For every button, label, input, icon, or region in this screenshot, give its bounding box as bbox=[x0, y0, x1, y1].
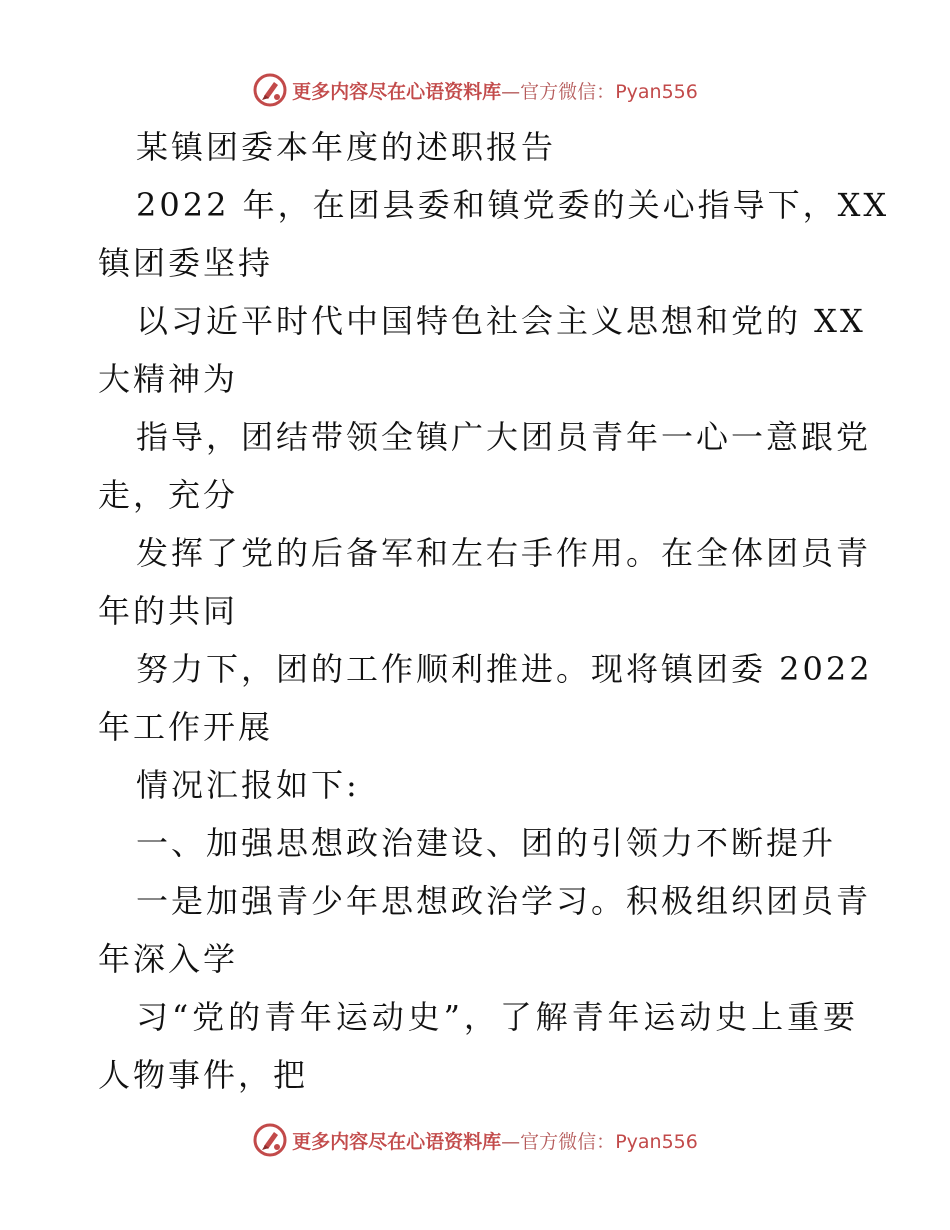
document-line: 年的共同 bbox=[98, 592, 239, 630]
document-line: 情况汇报如下: bbox=[136, 766, 360, 804]
banner-wechat-id: Pyan556 bbox=[615, 80, 698, 103]
document-line: 年深入学 bbox=[98, 940, 239, 978]
document-line: 大精神为 bbox=[98, 360, 239, 398]
document-line: 以习近平时代中国特色社会主义思想和党的 XX bbox=[136, 302, 866, 340]
document-line: 努力下，团的工作顺利推进。现将镇团委 2022 bbox=[136, 650, 873, 688]
document-line: 走，充分 bbox=[98, 476, 239, 514]
banner-separator: — bbox=[501, 80, 521, 103]
logo-icon bbox=[252, 1122, 288, 1158]
document-line: 年工作开展 bbox=[98, 708, 274, 746]
document-line: 一是加强青少年思想政治学习。积极组织团员青 bbox=[136, 882, 872, 920]
banner-main-text: 更多内容尽在心语资料库 bbox=[292, 1130, 502, 1153]
document-body bbox=[98, 118, 890, 1104]
document-line: 发挥了党的后备军和左右手作用。在全体团员青 bbox=[136, 534, 872, 572]
banner-separator: — bbox=[501, 1130, 521, 1153]
header-banner bbox=[0, 70, 950, 110]
banner-main-text: 更多内容尽在心语资料库 bbox=[292, 80, 502, 103]
banner-wechat-label: 官方微信： bbox=[520, 80, 616, 103]
document-title: 某镇团委本年度的述职报告 bbox=[136, 128, 557, 166]
document-line: 人物事件，把 bbox=[98, 1056, 309, 1094]
banner-wechat-id: Pyan556 bbox=[615, 1130, 698, 1153]
footer-banner bbox=[0, 1120, 950, 1160]
document-line: 镇团委坚持 bbox=[98, 244, 274, 282]
document-line: 习“党的青年运动史”，了解青年运动史上重要 bbox=[136, 998, 858, 1036]
document-line: 2022 年，在团县委和镇党委的关心指导下，XX bbox=[136, 186, 890, 224]
logo-icon bbox=[252, 72, 288, 108]
section-heading: 一、加强思想政治建设、团的引领力不断提升 bbox=[136, 824, 837, 862]
banner-wechat-label: 官方微信： bbox=[520, 1130, 616, 1153]
document-line: 指导，团结带领全镇广大团员青年一心一意跟党 bbox=[136, 418, 872, 456]
